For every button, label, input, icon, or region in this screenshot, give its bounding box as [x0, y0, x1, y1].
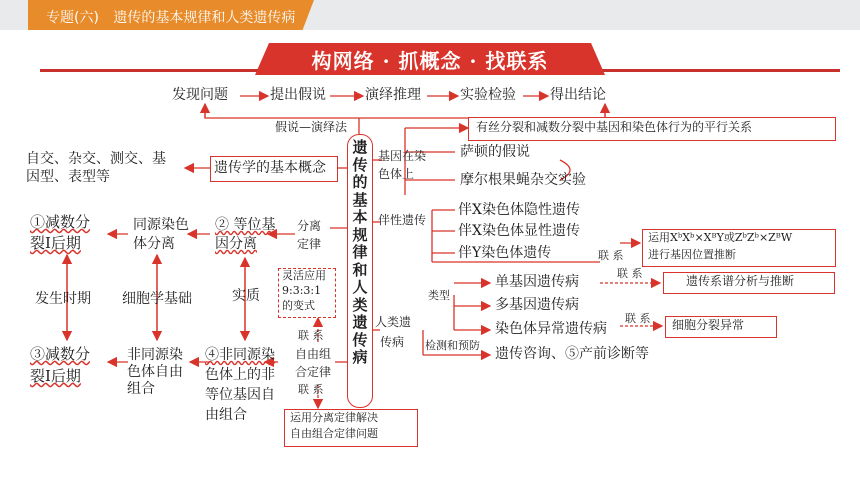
detect-value: 遗传咨询、⑤产前诊断等	[495, 346, 649, 362]
banner-title: 构网络 · 抓概念 · 找联系	[311, 49, 549, 73]
concepts-label: 遗传学的基本概念	[214, 160, 326, 176]
nonhomolog-3: 组合	[127, 381, 155, 397]
independent-law-1: 自由组	[295, 347, 332, 361]
meiosis-1-anaphase-b-2: 裂Ⅰ后期	[30, 367, 81, 385]
sex-linked-link: 联 系	[598, 249, 624, 262]
segregation-law-2: 定律	[297, 237, 322, 251]
detect-label: 检测和预防	[425, 339, 480, 352]
method-label: 假说—演绎法	[275, 120, 348, 134]
parallel-note: 有丝分裂和减数分裂中基因和染色体行为的平行关系	[476, 120, 753, 134]
meiosis-1-anaphase-a-1: ①减数分	[30, 213, 91, 231]
disease-type-3: 染色体异常遗传病	[495, 321, 607, 337]
essence-label: 实质	[232, 288, 260, 304]
sex-linked-label: 伴性遗传	[378, 213, 427, 227]
segregation-law-1: 分离	[297, 219, 322, 233]
ratio-note-2: 9:3:3:1	[282, 284, 322, 297]
allele-separation-1: ② 等位基	[215, 217, 276, 233]
type-label: 类型	[428, 289, 450, 302]
nonhomolog-2: 色体自由	[127, 364, 183, 380]
flow-step-4: 实验检验	[460, 87, 516, 103]
flow-step-1: 发现问题	[172, 87, 228, 103]
timing-label: 发生时期	[35, 291, 91, 307]
central-topic: 遗传的基本规律和人类遗传病	[352, 138, 368, 366]
ratio-note-1: 灵活应用	[282, 269, 326, 282]
division-abnormal-note: 细胞分裂异常	[672, 318, 745, 332]
concepts-list-2: 因型、表型等	[26, 169, 110, 185]
nonallele-4: 由组合	[205, 407, 247, 423]
nonallele-3: 等位基因自	[205, 387, 275, 403]
gene-chrom-label-1: 基因在染	[378, 149, 427, 163]
ratio-note-3: 的变式	[282, 299, 315, 312]
section-label: 专题(六)	[46, 10, 99, 26]
pedigree-note: 遗传系谱分析与推断	[686, 274, 795, 288]
topic-title: 遗传的基本规律和人类遗传病	[113, 10, 296, 26]
disease-type-2: 多基因遗传病	[495, 297, 579, 313]
sex-linked-item-1: 伴X染色体隐性遗传	[458, 202, 580, 218]
cytology-basis-label: 细胞学基础	[122, 291, 192, 307]
morgan-experiment: 摩尔根果蝇杂交实验	[460, 172, 586, 188]
allele-separation-2: 因分离	[215, 236, 257, 252]
link-mid-a: 联 系	[298, 329, 324, 342]
human-disease-label-1: 人类遗	[375, 315, 412, 329]
nonhomolog-1: 非同源染	[127, 347, 183, 363]
homolog-separation-2: 体分离	[133, 236, 175, 252]
human-link-2: 联 系	[625, 312, 651, 325]
sex-linked-item-2: 伴X染色体显性遗传	[458, 223, 580, 239]
nonallele-1: ④非同源染	[205, 347, 275, 363]
disease-type-1: 单基因遗传病	[495, 274, 579, 290]
independent-law-2: 合定律	[295, 365, 332, 379]
sex-linked-item-3: 伴Y染色体遗传	[458, 245, 552, 261]
gene-position-note-2: 进行基因位置推断	[648, 248, 736, 261]
flow-step-5: 得出结论	[550, 87, 606, 103]
meiosis-1-anaphase-a-2: 裂Ⅰ后期	[30, 234, 81, 252]
human-link-1: 联 系	[617, 267, 643, 280]
homolog-separation-1: 同源染色	[133, 217, 189, 233]
nonallele-2: 色体上的非	[205, 367, 275, 383]
bottom-note-2: 自由组合定律问题	[290, 427, 378, 440]
meiosis-1-anaphase-b-1: ③减数分	[30, 345, 91, 363]
concepts-list-1: 自交、杂交、测交、基	[26, 151, 166, 167]
link-mid-b: 联 系	[298, 383, 324, 396]
flow-step-3: 演绎推理	[365, 87, 421, 103]
human-disease-label-2: 传病	[380, 335, 405, 349]
bottom-note-1: 运用分离定律解决	[290, 411, 378, 424]
gene-chrom-label-2: 色体上	[378, 167, 415, 181]
gene-position-note-1: 运用XᵇXᵇ×XᴮY或ZᵇZᵇ×ZᴮW	[648, 231, 793, 244]
sutton-hypothesis: 萨顿的假说	[460, 144, 530, 160]
flow-step-2: 提出假说	[270, 87, 326, 103]
